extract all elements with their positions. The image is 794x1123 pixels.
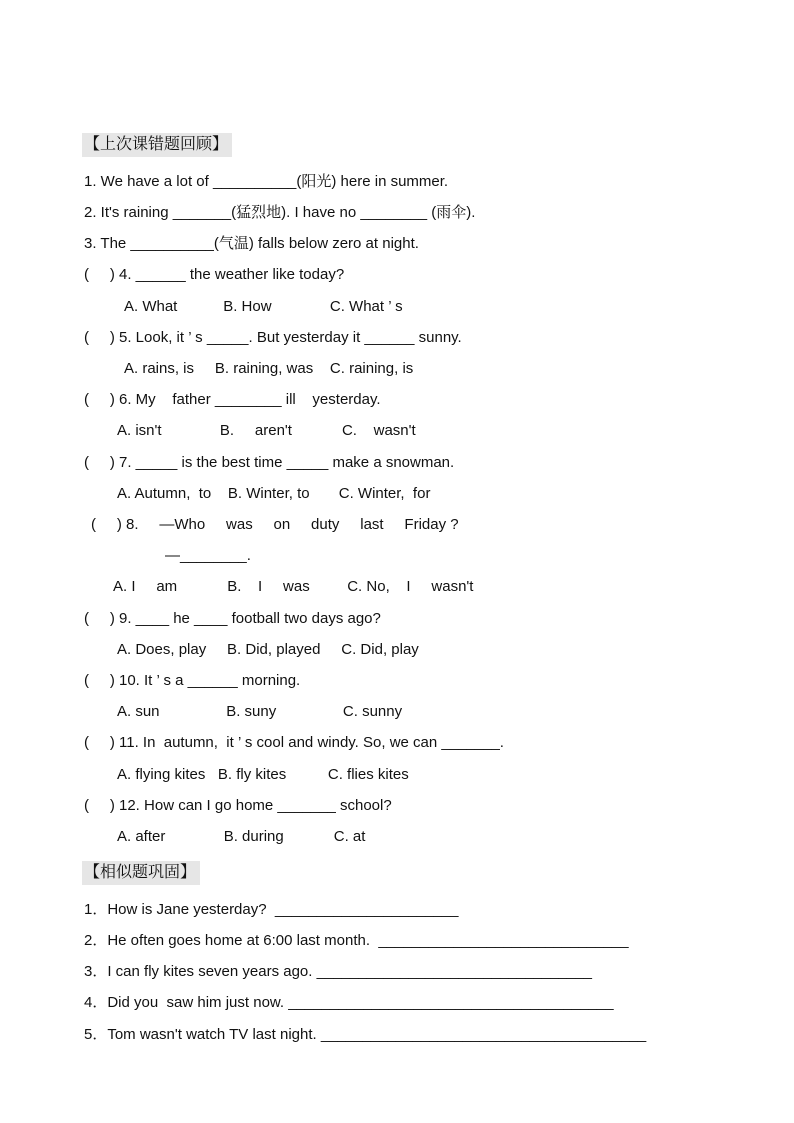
question-4: ( ) 4. ______ the weather like today? (84, 266, 345, 283)
question-6-options: A. isn't B. aren't C. wasn't (117, 422, 416, 439)
correction-3: 3．I can fly kites seven years ago. _________________________________ (84, 963, 592, 980)
correction-5: 5．Tom wasn't watch TV last night. _______________________________________ (84, 1026, 647, 1043)
question-7-options: A. Autumn, to B. Winter, to C. Winter, for (117, 485, 431, 502)
section-title-review: 【上次课错题回顾】 (82, 133, 232, 157)
question-11: ( ) 11. In autumn, it ’ s cool and windy. So, we can _______. (84, 734, 504, 751)
question-10-options: A. sun B. suny C. sunny (117, 703, 403, 720)
question-5: ( ) 5. Look, it ’ s _____. But yesterday it ______ sunny. (84, 329, 462, 346)
question-8-options: A. I am B. I was C. No, I wasn't (113, 578, 474, 595)
question-9-options: A. Does, play B. Did, played C. Did, play (117, 641, 419, 658)
correction-2: 2．He often goes home at 6:00 last month. ______________________________ (84, 932, 629, 949)
question-7: ( ) 7. _____ is the best time _____ make a snowman. (84, 454, 455, 471)
correction-1: 1．How is Jane yesterday? ______________________ (84, 901, 459, 918)
question-8: ( ) 8. —Who was on duty last Friday ? (91, 516, 459, 533)
question-6: ( ) 6. My father ________ ill yesterday. (84, 391, 381, 408)
section-title-practice: 【相似题巩固】 (82, 861, 200, 885)
question-4-options: A. What B. How C. What ’ s (124, 298, 403, 315)
question-2: 2. It's raining _______(猛烈地). I have no ________ (雨伞). (84, 204, 476, 221)
question-9: ( ) 9. ____ he ____ football two days ago? (84, 610, 381, 627)
question-8-reply: —________. (165, 547, 251, 564)
question-1: 1. We have a lot of __________(阳光) here in summer. (84, 173, 449, 190)
question-12-options: A. after B. during C. at (117, 828, 366, 845)
question-3: 3. The __________(气温) falls below zero at night. (84, 235, 419, 252)
correction-4: 4．Did you saw him just now. _______________________________________ (84, 994, 614, 1011)
question-10: ( ) 10. It ’ s a ______ morning. (84, 672, 301, 689)
question-11-options: A. flying kites B. fly kites C. flies kites (117, 766, 409, 783)
question-12: ( ) 12. How can I go home _______ school? (84, 797, 392, 814)
question-5-options: A. rains, is B. raining, was C. raining, is (124, 360, 414, 377)
